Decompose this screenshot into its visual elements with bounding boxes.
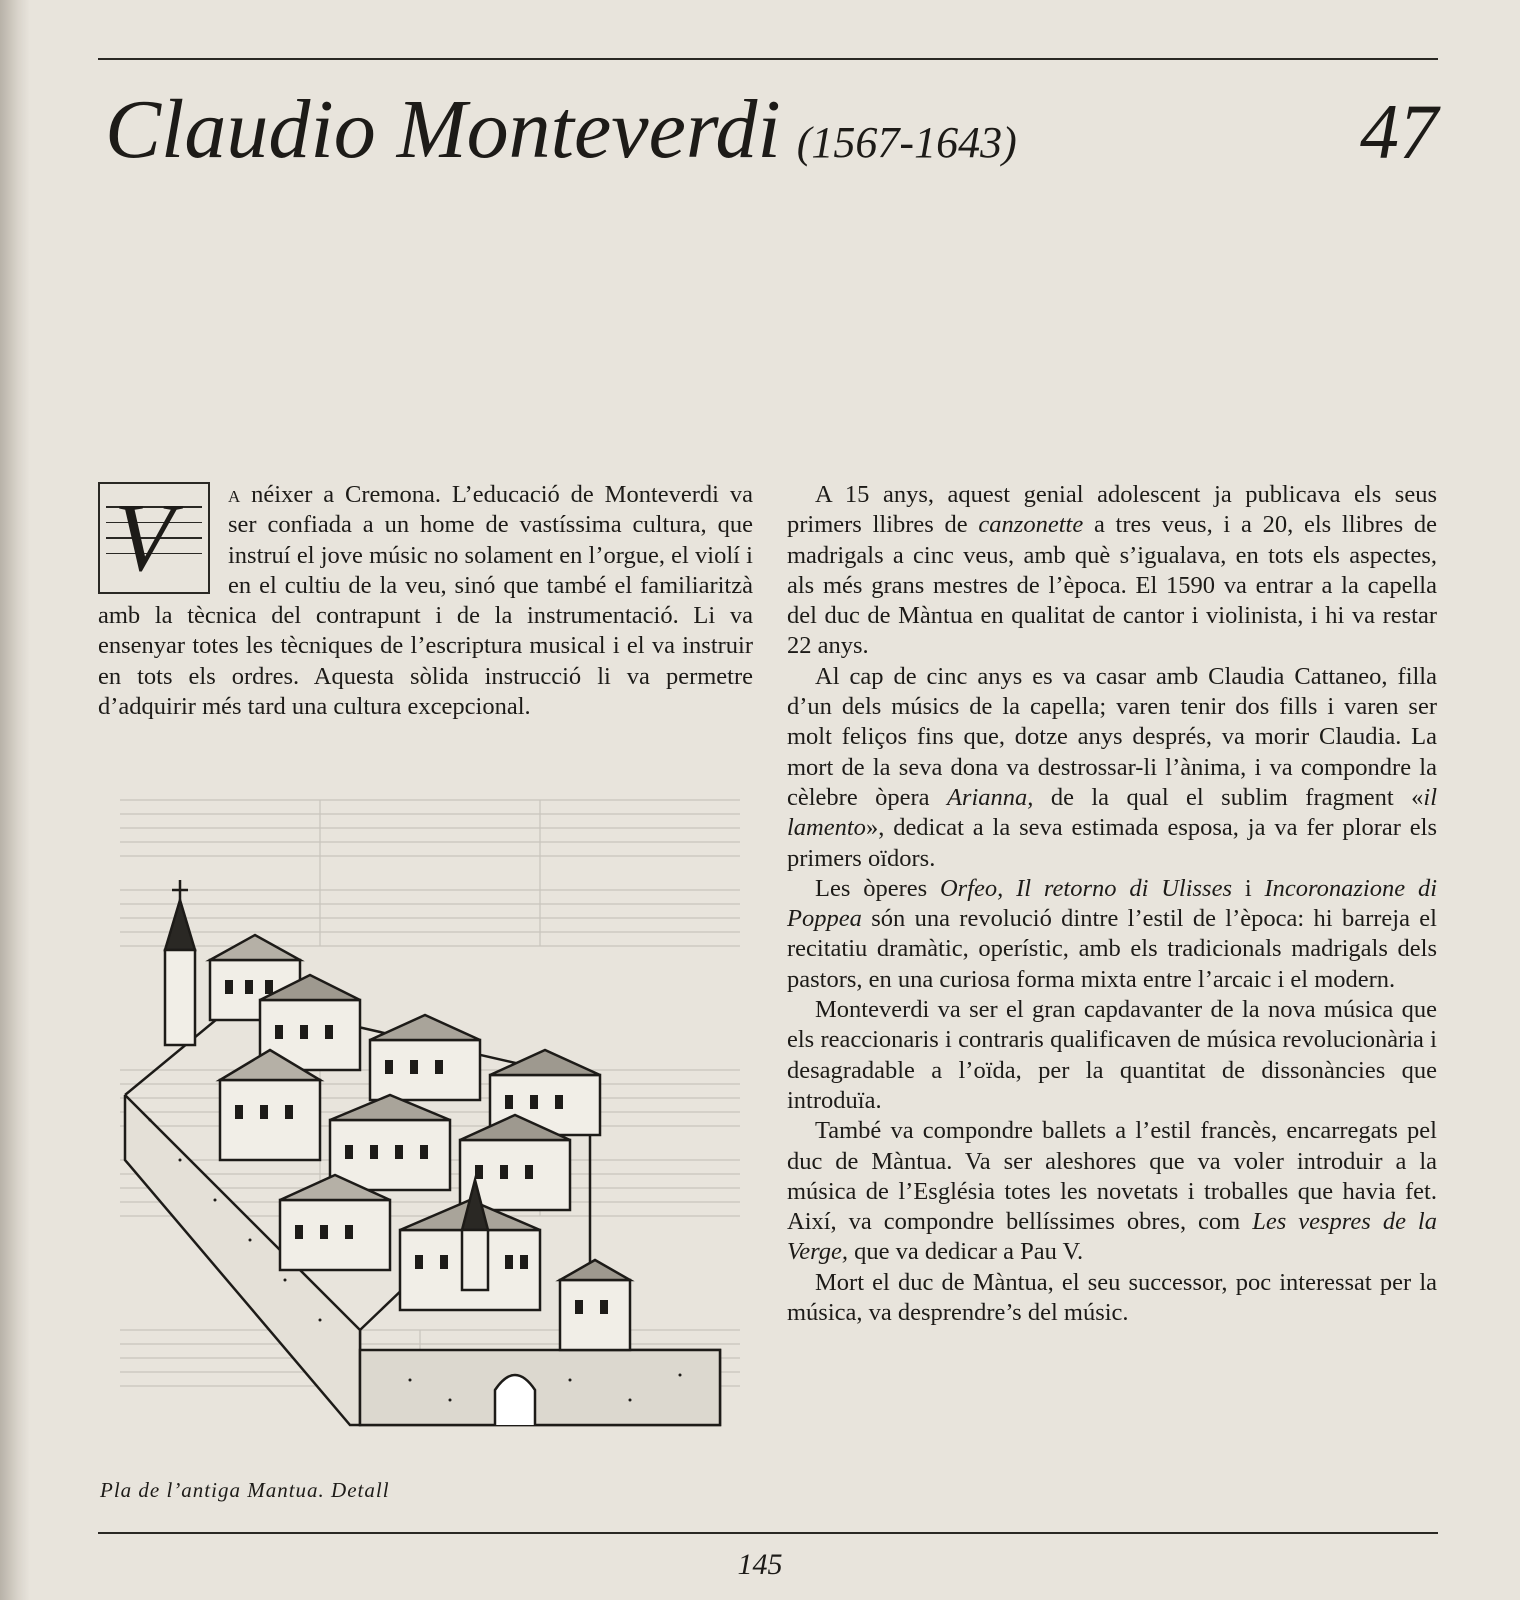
- italic-term: canzonette: [978, 511, 1084, 539]
- intro-text: néixer a Cremona. L’educació de Monteverdi va ser confiada a un home de vastíssima cultura, que instruí el jove músic no solament en l’orgue, el violí i en el cultiu de la veu, sinó que també el familiaritzà amb la tècnica del contrapunt i de la instrumentació. Li va ensenyar totes les tècniques de l’escriptura musical i el va instruir en tots els ordres. Aquesta sòlida instrucció li va permetre d’adquirir més tard una cultura excepcional.: [98, 481, 753, 721]
- text-segment: a tres veus, i a 20, els llibres de madrigals a cinc veus, amb què s’igualava, en tots els aspectes, als més grans mestres de l’època. El 1590 va entrar a la capella del duc de Màntua en qualitat de cantor i violinista, i hi va restar 22 anys.: [787, 511, 1438, 660]
- paragraph-duke-death: Mort el duc de Màntua, el seu successor, poc interessat per la música, va desprendre’s del músic.: [787, 1268, 1437, 1327]
- figure-caption: Pla de l’antiga Mantua. Detall: [100, 1478, 390, 1502]
- italic-term: Orfeo, Il retorno di Ulisses: [939, 874, 1232, 902]
- composer-name: Claudio Monteverdi: [105, 83, 781, 176]
- lead-smallcaps: a: [228, 481, 241, 508]
- text-segment: de la qual el sublim fragment «: [1033, 783, 1424, 811]
- italic-term: Les vespres de la Verge,: [787, 1208, 1437, 1266]
- italic-term: il lamento: [787, 783, 1438, 842]
- decorative-initial: [98, 482, 210, 594]
- text-segment: També va compondre ballets a l’estil francès, encarregats pel duc de Màntua. Va ser aleshores que va voler introduir a la música de l’Església totes les novetats i troballes que havia fet. Així, va compondre bellíssimes obres, com: [787, 1117, 1437, 1236]
- text-segment: i: [1232, 874, 1265, 902]
- page-gutter-shadow: [0, 0, 30, 1600]
- page-number: 145: [737, 1548, 783, 1581]
- page-title: [105, 80, 1017, 193]
- paragraph-early-works: [787, 480, 1437, 662]
- text-segment: », dedicat a la seva estimada esposa, ja va fer plorar els primers oïdors.: [787, 814, 1437, 872]
- text-segment: Al cap de cinc anys es va casar amb Claudia Cattaneo, filla d’un dels músics de la capella; varen tenir dos fills i varen ser molt feliços fins que, dotze anys després, va morir Claudia. La mort de la seva dona va destrossar-li l’ànima, i va compondre la cèlebre òpera: [787, 662, 1437, 811]
- bottom-rule: [98, 1532, 1438, 1534]
- paragraph-ballets: [787, 1116, 1437, 1267]
- italic-term: Arianna,: [946, 783, 1034, 811]
- composer-years: (1567-1643): [796, 118, 1017, 167]
- paragraph-marriage: [787, 662, 1437, 874]
- text-segment: són una revolució dintre l’estil de l’època: hi barreja el recitatiu dramàtic, operístic, amb els tradicionals madrigals dels pastors, en una curiosa forma mixta entre l’arcaic i el modern.: [787, 905, 1437, 993]
- top-rule: [98, 58, 1438, 60]
- intro-paragraph: [98, 480, 753, 722]
- paragraph-new-music: Monteverdi va ser el gran capdavanter de la nova música que els reaccionaris i contraris qualificaven de música revolucionària i desagradable a l’oïda, per la quantitat de dissonàncies que introduïa.: [787, 996, 1437, 1114]
- chapter-number: 47: [1360, 88, 1438, 175]
- text-segment: que va dedicar a Pau V.: [848, 1238, 1084, 1266]
- text-segment: A 15 anys, aquest genial adolescent ja publicava els seus primers llibres de: [787, 481, 1437, 539]
- dropcap-letter: V: [114, 484, 174, 592]
- italic-term: Incoronazione di Poppea: [787, 874, 1437, 933]
- right-column: [787, 480, 1437, 1328]
- paragraph-operas: [787, 874, 1437, 995]
- left-column: [98, 480, 753, 722]
- mantua-town-illustration: [120, 880, 730, 1455]
- text-segment: Les òperes: [815, 874, 940, 902]
